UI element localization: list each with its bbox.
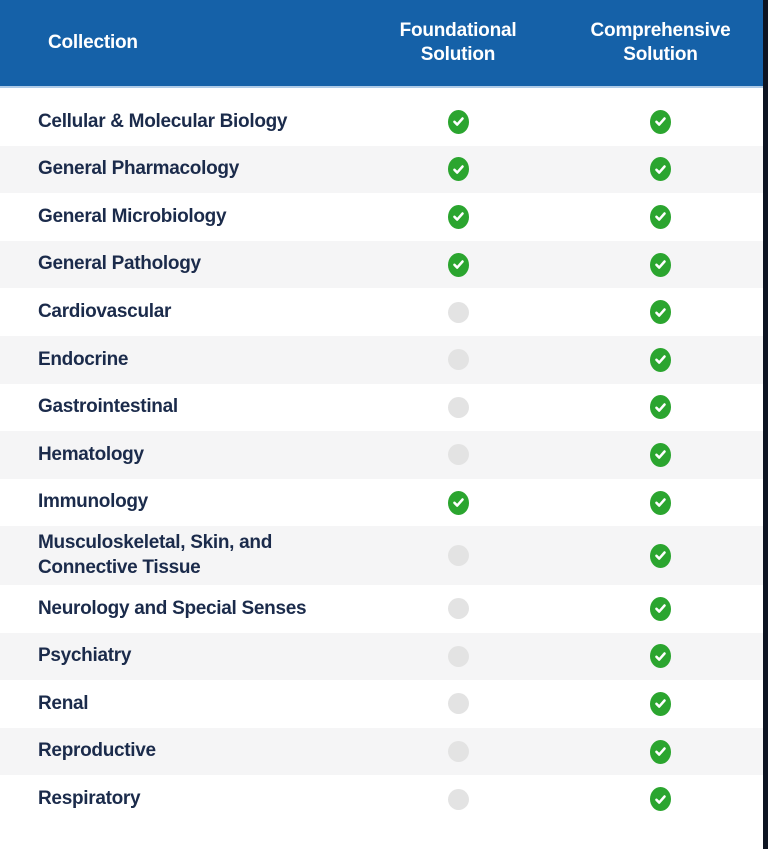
dot-icon <box>448 545 469 566</box>
check-circle-icon <box>650 443 671 467</box>
collection-label: Immunology <box>38 491 148 513</box>
dot-icon <box>448 789 469 810</box>
check-circle-icon <box>650 205 671 229</box>
table-row <box>0 288 763 336</box>
collection-label: General Pharmacology <box>38 158 239 180</box>
foundational-cell <box>358 253 558 277</box>
foundational-cell <box>358 693 558 714</box>
table-row <box>0 241 763 289</box>
check-circle-icon <box>650 395 671 419</box>
table-row <box>0 728 763 776</box>
collection-label: Cardiovascular <box>38 301 172 323</box>
foundational-cell <box>358 349 558 370</box>
foundational-cell <box>358 302 558 323</box>
comprehensive-cell <box>558 110 763 134</box>
collection-label: Respiratory <box>38 787 141 809</box>
comprehensive-cell <box>558 692 763 716</box>
comprehensive-cell <box>558 205 763 229</box>
check-circle-icon <box>650 597 671 621</box>
page-edge-strip <box>763 0 768 849</box>
foundational-cell <box>358 157 558 181</box>
foundational-cell <box>358 205 558 229</box>
table-row <box>0 680 763 728</box>
collection-label: Psychiatry <box>38 645 132 667</box>
check-circle-icon <box>448 110 469 134</box>
check-circle-icon <box>448 205 469 229</box>
table-row <box>0 431 763 479</box>
comprehensive-cell <box>558 597 763 621</box>
collection-label: General Microbiology <box>38 205 227 227</box>
dot-icon <box>448 646 469 667</box>
check-circle-icon <box>650 544 671 568</box>
check-circle-icon <box>448 253 469 277</box>
table-row <box>0 384 763 432</box>
column-header-collection: Collection <box>48 32 138 53</box>
check-circle-icon <box>448 157 469 181</box>
dot-icon <box>448 397 469 418</box>
collection-label: Musculoskeletal, Skin, and Connective Tissue <box>38 532 272 578</box>
table-header-row <box>0 0 763 88</box>
check-circle-icon <box>650 157 671 181</box>
collection-label: Renal <box>38 692 89 714</box>
comprehensive-cell <box>558 787 763 811</box>
foundational-cell <box>358 545 558 566</box>
collection-label: General Pathology <box>38 253 201 275</box>
column-header-comprehensive-solution <box>558 19 763 67</box>
check-circle-icon <box>650 644 671 668</box>
comprehensive-cell <box>558 544 763 568</box>
check-circle-icon <box>650 300 671 324</box>
table-row <box>0 146 763 194</box>
comprehensive-cell <box>558 157 763 181</box>
table-body <box>0 98 763 823</box>
check-circle-icon <box>650 740 671 764</box>
comprehensive-cell <box>558 644 763 668</box>
column-header-foundational-solution <box>358 19 558 67</box>
column-header-foundational-label: Foundational Solution <box>399 20 517 65</box>
foundational-cell <box>358 598 558 619</box>
table-row <box>0 585 763 633</box>
comprehensive-cell <box>558 395 763 419</box>
dot-icon <box>448 349 469 370</box>
foundational-cell <box>358 444 558 465</box>
dot-icon <box>448 693 469 714</box>
table-row <box>0 98 763 146</box>
check-circle-icon <box>650 348 671 372</box>
comprehensive-cell <box>558 348 763 372</box>
check-circle-icon <box>448 491 469 515</box>
collection-label: Neurology and Special Senses <box>38 597 307 619</box>
comprehensive-cell <box>558 300 763 324</box>
comprehensive-cell <box>558 253 763 277</box>
table-row <box>0 775 763 823</box>
column-header-comprehensive-label: Comprehensive Solution <box>590 20 731 65</box>
dot-icon <box>448 444 469 465</box>
collection-label: Reproductive <box>38 740 156 762</box>
check-circle-icon <box>650 110 671 134</box>
collection-label: Hematology <box>38 443 144 465</box>
check-circle-icon <box>650 491 671 515</box>
foundational-cell <box>358 110 558 134</box>
table-row <box>0 633 763 681</box>
collection-label: Endocrine <box>38 348 129 370</box>
foundational-cell <box>358 646 558 667</box>
foundational-cell <box>358 741 558 762</box>
check-circle-icon <box>650 253 671 277</box>
foundational-cell <box>358 397 558 418</box>
foundational-cell <box>358 491 558 515</box>
foundational-cell <box>358 789 558 810</box>
table-row <box>0 193 763 241</box>
comprehensive-cell <box>558 491 763 515</box>
comprehensive-cell <box>558 740 763 764</box>
table-row <box>0 526 763 585</box>
collection-label: Gastrointestinal <box>38 396 178 418</box>
comprehensive-cell <box>558 443 763 467</box>
table-row <box>0 479 763 527</box>
table-row <box>0 336 763 384</box>
dot-icon <box>448 302 469 323</box>
dot-icon <box>448 598 469 619</box>
check-circle-icon <box>650 787 671 811</box>
check-circle-icon <box>650 692 671 716</box>
collection-label: Cellular & Molecular Biology <box>38 110 288 132</box>
dot-icon <box>448 741 469 762</box>
header-gap <box>0 88 763 98</box>
